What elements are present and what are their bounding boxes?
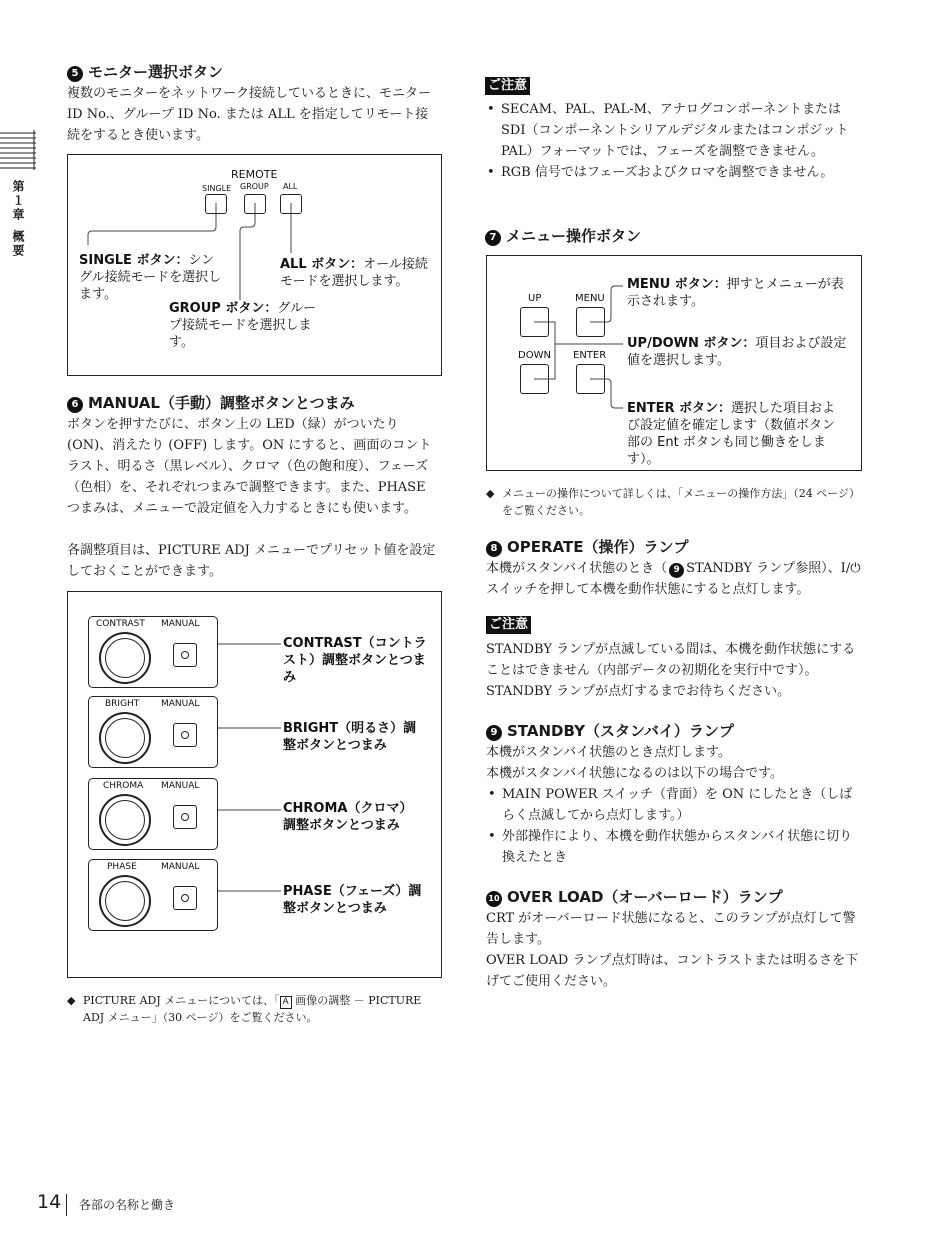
contrast-panel-label: CONTRAST [96,619,145,629]
up-caption: UP [528,293,542,304]
manual-caption: MANUAL [161,619,200,629]
menu-index-box: A [280,996,292,1009]
circled-number-8: 8 [486,541,502,557]
section-5-body: 複数のモニターをネットワーク接続しているときに、モニター ID No.、グループ ID No. または ALL を指定してリモート接続をするとき使います。 [67,86,432,143]
menu-figure [486,255,862,471]
notice-list-1 [485,99,860,183]
circled-number-10: 10 [486,891,502,907]
enter-caption: ENTER [573,350,607,361]
section-9-body: 本機がスタンバイ状態のとき点灯します。 本機がスタンバイ状態になるのは以下の場合です。 • MAIN POWER スイッチ（背面）を ON にしたとき（しばらく点滅してから点灯します。） • 外部操作により、本機を動作状態からスタンバイ状態に切り換えたとき [486,742,864,868]
reference-note-right: ◆ メニューの操作について詳しくは、「メニューの操作方法」（24 ページ）をご覧ください。 [486,487,855,517]
bright-desc: BRIGHT（明るさ）調整ボタンとつまみ [283,721,417,753]
group-caption: GROUP [240,182,269,191]
footer-divider [66,1194,67,1216]
bright-panel-label: BRIGHT [105,699,140,709]
chapter-number: 第１章 [11,180,25,222]
page-number: 14 [37,1191,62,1213]
list-item: • MAIN POWER スイッチ（背面）を ON にしたとき（しばらく点滅してから点灯します。） [502,784,864,826]
single-caption: SINGLE [202,184,232,193]
updown-label: UP/DOWN ボタン：項目および設定値を選択します。 [627,336,847,368]
section-10-body: CRT がオーバーロード状態になると、このランプが点灯して警告します。 OVER LOAD ランプ点灯時は、コントラストまたは明るさを下げてご使用ください。 [486,911,859,989]
section-6-heading: 6 MANUAL（手動）調整ボタンとつまみ [67,393,355,413]
circled-number-7: 7 [485,230,501,246]
enter-label: ENTER ボタン：選択した項目および設定値を確定します（数値ボタン部の Ent ボタンも同じ働きをします）。 [627,401,836,467]
section-6-body-2: 各調整項目は、PICTURE ADJ メニューでプリセット値を設定しておくことができます。 [67,543,436,579]
chroma-desc: CHROMA（クロマ）調整ボタンとつまみ [283,801,413,833]
group-label: GROUP ボタン：グループ接続モードを選択します。 [169,301,316,350]
manual-caption: MANUAL [161,862,200,872]
reference-note-left: ◆ PICTURE ADJ メニューについては、「 A 画像の調整 － PICTURE ADJ メニュー」（30 ページ）をご覧ください。 [67,994,422,1024]
section-10-heading: 10 OVER LOAD（オーバーロード）ランプ [486,887,783,907]
contrast-desc: CONTRAST（コントラスト）調整ボタンとつまみ [283,636,427,685]
all-caption: ALL [283,182,298,191]
section-8-heading: 8 OPERATE（操作）ランプ [486,537,688,557]
list-item: • SECAM、PAL、PAL-M、アナログコンポーネントまたは SDI（コンポーネントシリアルデジタルまたはコンポジット PAL）フォーマットでは、フェーズを調整できません。 [501,99,860,162]
manual-caption: MANUAL [161,781,200,791]
circled-number-9: 9 [669,563,684,578]
reference-arrow-icon: ◆ [486,487,495,500]
section-6-body-1: ボタンを押すたびに、ボタン上の LED（緑）がついたり (ON)、消えたり (OFF) します。ON にすると、画面のコントラスト、明るさ（黒レベル）、クロマ（色の飽和度）、フェーズ（色相）を、それぞれつまみで調整できます。また、PHASE つまみは、メニューで設定値を入力するときにも使います。 [67,417,432,516]
section-8-body: 本機がスタンバイ状態のとき（ 9 STANDBY ランプ参照）、I/⏻ スイッチを押して本機を動作状態にすると点灯します。 [486,561,861,597]
notice-badge-2: ご注意 [486,616,531,634]
section-9-heading: 9 STANDBY（スタンバイ）ランプ [486,721,734,741]
circled-number-6: 6 [67,397,83,413]
menu-caption: MENU [575,293,605,304]
section-7-heading: 7 メニュー操作ボタン [485,226,641,246]
manual-figure [67,591,442,978]
remote-figure [67,154,442,376]
circled-number-5: 5 [67,66,83,82]
notice-body-2: STANDBY ランプが点滅している間は、本機を動作状態にすることはできません（内部データの初期化を実行中です）。STANDBY ランプが点灯するまでお待ちください。 [486,642,856,699]
phase-desc: PHASE（フェーズ）調整ボタンとつまみ [283,884,422,916]
chapter-title: 概要 [11,230,25,258]
circled-number-9: 9 [486,725,502,741]
footer-title: 各部の名称と働き [79,1198,176,1212]
chapter-tab [0,130,40,258]
manual-caption: MANUAL [161,699,200,709]
notice-badge-1: ご注意 [485,77,530,95]
section-5-heading: 5 モニター選択ボタン [67,62,223,82]
chapter-stripes-icon [0,130,36,170]
list-item: • 外部操作により、本機を動作状態からスタンバイ状態に切り換えたとき [502,826,864,868]
all-label: ALL ボタン：オール接続モードを選択します。 [280,257,428,289]
reference-arrow-icon: ◆ [67,994,76,1007]
remote-title: REMOTE [231,168,278,181]
chroma-panel-label: CHROMA [103,781,144,791]
list-item: • RGB 信号ではフェーズおよびクロマを調整できません。 [501,162,860,183]
down-caption: DOWN [518,350,551,361]
phase-panel-label: PHASE [107,862,137,872]
single-label: SINGLE ボタン：シングル接続モードを選択します。 [79,253,222,302]
menu-label: MENU ボタン：押すとメニューが表示されます。 [627,277,844,309]
